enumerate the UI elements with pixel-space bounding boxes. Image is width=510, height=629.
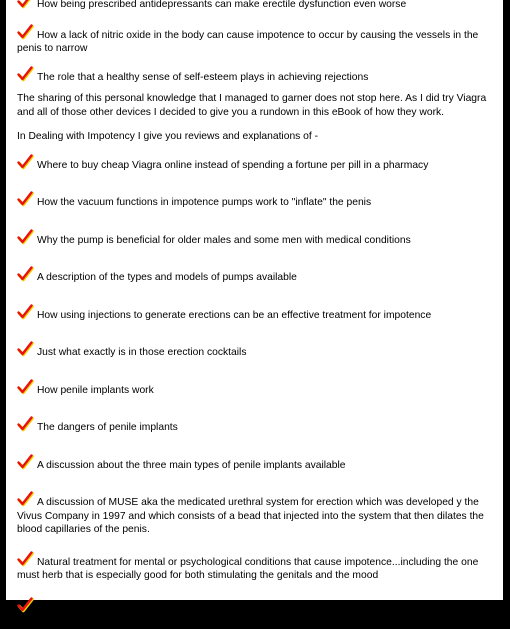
- checkmark-icon: [17, 229, 33, 244]
- list-item: [17, 191, 489, 210]
- checkmark-icon: [17, 191, 33, 206]
- document-page: [6, 0, 503, 627]
- checkmark-icon: [17, 66, 33, 81]
- checkmark-icon: [17, 379, 33, 394]
- list-item-text: The dangers of penile implants: [37, 422, 178, 433]
- paragraph: The sharing of this personal knowledge that I managed to garner does not stop here. As I did try Viagra and all of those other devices I decided to give you a rundown in this eBook of how they work.: [17, 93, 487, 118]
- checkmark-icon: [17, 597, 33, 612]
- list-item-text: How using injections to generate erections can be an effective treatment for impotence: [37, 309, 432, 321]
- list-item: [17, 266, 489, 285]
- checkmark-icon: [17, 0, 33, 8]
- list-item: [17, 454, 489, 473]
- list-item: [17, 341, 489, 360]
- list-item-text: How penile implants work: [37, 384, 154, 396]
- checkmark-icon: [17, 416, 33, 431]
- list-item-text: Why the pump is beneficial for older males and some men with medical conditions: [37, 234, 411, 246]
- checkmark-icon: [17, 304, 33, 319]
- list-item-text: How being prescribed antidepressants can make erectile dysfunction even worse: [37, 0, 407, 10]
- list-item: [17, 491, 489, 537]
- list-item: [17, 597, 489, 629]
- list-item-text: How a lack of nitric oxide in the body can cause impotence to occur by causing the vessels in the penis to narrow: [17, 29, 479, 54]
- content: [17, 0, 489, 629]
- checkmark-icon: [17, 154, 33, 169]
- list-item-text: How the vacuum functions in impotence pumps work to "inflate" the penis: [37, 197, 372, 208]
- checkmark-icon: [17, 551, 33, 566]
- checkmark-icon: [17, 454, 33, 469]
- list-item-text: Where to buy cheap Viagra online instead of spending a fortune per pill in a pharmacy: [37, 159, 429, 171]
- list-item-text: A description of the types and models of pumps available: [37, 272, 297, 283]
- list-item: [17, 24, 489, 56]
- list-item: [17, 304, 489, 323]
- list-item-text: A discussion of MUSE aka the medicated urethral system for erection which was developed y the Vivus Company in 1997 and which consists of a bead that injected into the system that then dilates the blood capillaries of the penis.: [17, 497, 484, 535]
- list-item: [17, 229, 489, 248]
- list-item: [17, 66, 489, 85]
- list-item: [17, 379, 489, 398]
- checkmark-icon: [17, 341, 33, 356]
- checkmark-icon: [17, 266, 33, 281]
- list-item-text: A discussion about the three main types of penile implants available: [37, 459, 346, 471]
- checkmark-icon: [17, 491, 33, 506]
- list-item: [17, 416, 489, 435]
- checkmark-icon: [17, 24, 33, 39]
- list-item-text: The special supplement that can really help cases of erectile dysfunction that are caused by depression: [17, 602, 455, 627]
- list-item-text: Natural treatment for mental or psychological conditions that cause impotence...including the one must herb that is especially good for both stimulating the genitals and the mood: [17, 556, 479, 581]
- list-item: [17, 551, 489, 583]
- list-item: [17, 154, 489, 173]
- list-item-text: Just what exactly is in those erection cocktails: [37, 347, 247, 358]
- list-item: [17, 0, 489, 12]
- paragraph: In Dealing with Impotency I give you reviews and explanations of -: [17, 131, 319, 142]
- list-item-text: The role that a healthy sense of self-esteem plays in achieving rejections: [37, 71, 369, 83]
